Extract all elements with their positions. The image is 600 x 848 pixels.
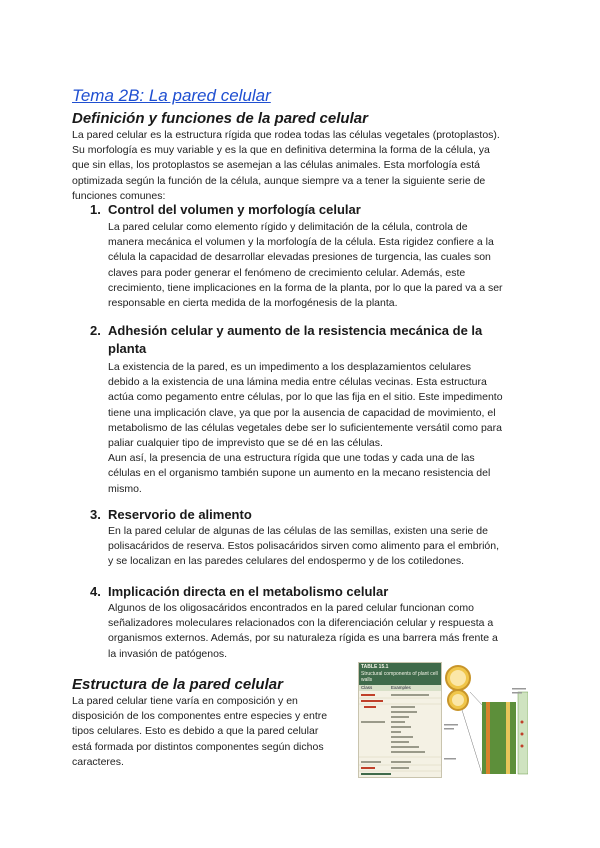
- text-line: La pared celular es la estructura rígida que rodea todas las células vegetales (protoplastos).: [72, 129, 500, 141]
- table-title: TABLE 15.1: [361, 664, 389, 670]
- wall-layers-illustration: [498, 662, 528, 776]
- cell-wall-layers-diagram: [498, 662, 528, 776]
- list-paragraph-4: [108, 601, 548, 662]
- text-line: Aun así, la presencia de una estructura rígida que une todas y cada una de las: [108, 452, 475, 465]
- text-line: polisacáridos de reserva. Estos polisacáridos sirven como alimento para el embrión,: [108, 540, 500, 553]
- text-line: organismos externos. Además, por su naturaleza rígida es una barrera más frente a: [108, 632, 498, 645]
- text-line: células en el organismo también supone un aumento en la mecano resistencia del: [108, 467, 491, 480]
- text-line: manera mecánica el volumen y la morfología de la célula. Esta rigidez confiere a la: [108, 236, 494, 249]
- text-line: tipos celulares. Esto es debido a que la pared celular: [72, 725, 319, 738]
- text-line: En la pared celular de algunas de las células de las semillas, existen una serie de: [108, 525, 488, 537]
- list-paragraph-1: [108, 220, 548, 311]
- text-line: y se localizan en las paredes celulares del endospermo y de los cotiledones.: [108, 555, 465, 568]
- text-line: claves para poder generar el fenómeno de crecimiento celular. Además, este: [108, 266, 466, 279]
- section-title-definicion: Definición y funciones de la pared celular: [72, 110, 368, 127]
- text-line: mismo.: [108, 482, 142, 495]
- list-heading-text: Control del volumen y morfología celular: [108, 202, 361, 217]
- table-body-illegible: [359, 691, 441, 779]
- text-line: metabolismo de las células vegetales debe ser lo suficientemente versátil como para: [108, 421, 502, 434]
- list-number: 2.: [90, 323, 101, 338]
- list-heading-1: [90, 201, 530, 219]
- text-line: funciones comunes:: [72, 189, 166, 202]
- text-line: que sin ellas, los protoplastos se asemejan a las células animales. Esta morfología está: [72, 159, 480, 172]
- section-title-estructura: Estructura de la pared celular: [72, 676, 283, 693]
- text-line: debido a la existencia de una lámina media entre células vecinas. Esta estructura: [108, 376, 487, 389]
- text-line: La pared celular como elemento rígido y delimitación de la célula, controla de: [108, 221, 468, 233]
- text-line: célula la capacidad de desarrollar elevadas presiones de turgencia, las cuales son: [108, 251, 491, 264]
- cell-wall-components-table-image: [358, 662, 442, 778]
- text-line: actúa como pegamento entre células, por lo que las fija en el sitio. Este impedimento: [108, 391, 503, 404]
- text-line: está formada por distintos componentes según dichos: [72, 740, 324, 753]
- list-number: 3.: [90, 507, 101, 522]
- column-header-class: Class: [361, 684, 373, 690]
- list-paragraph-2: [108, 360, 548, 497]
- list-heading-4: [90, 583, 530, 601]
- text-line: caracteres.: [72, 755, 124, 768]
- list-heading-3: [90, 506, 530, 524]
- text-line: Algunos de los oligosacáridos encontrados en la pared celular funcionan como: [108, 602, 474, 614]
- list-heading-text: Implicación directa en el metabolismo celular: [108, 584, 389, 599]
- list-heading-2: [90, 322, 530, 358]
- list-heading-text: Reservorio de alimento: [108, 507, 252, 522]
- list-heading-continuation: planta: [108, 341, 147, 356]
- page-title[interactable]: Tema 2B: La pared celular: [72, 86, 271, 105]
- list-paragraph-3: [108, 524, 548, 570]
- intro-paragraph: [72, 128, 542, 204]
- column-header-examples: Examples: [391, 684, 411, 690]
- list-number: 1.: [90, 202, 101, 217]
- text-line: la invasión de patógenos.: [108, 647, 228, 660]
- text-line: señalizadores moleculares relacionados con la diferenciación celular y respuesta a: [108, 617, 494, 630]
- list-heading-text: Adhesión celular y aumento de la resistencia mecánica de la: [108, 323, 483, 338]
- text-line: crecimiento, tiene implicaciones en la forma de la planta, por lo que la pared va a ser: [108, 281, 503, 294]
- text-line: Su morfología es muy variable y es la que en definitiva determina la forma de la célula, ya: [72, 144, 490, 157]
- text-line: optimizada según la función de la célula, aunque siempre va a tener la siguiente serie de: [72, 174, 486, 187]
- table-caption: [359, 663, 441, 685]
- text-line: tiene una implicación clave, ya que por la ausencia de capacidad de movimiento, el: [108, 406, 496, 419]
- cell-wall-illustration: [442, 662, 498, 776]
- estructura-paragraph: [72, 694, 352, 770]
- text-line: paliar cualquier tipo de imprevisto que se dé en las células.: [108, 437, 383, 450]
- text-line: responsable en cierta medida de la morfogénesis de la planta.: [108, 297, 398, 310]
- table-subtitle: Structural components of plant cell walls: [361, 670, 438, 683]
- text-line: disposición de los componentes entre especies y entre: [72, 710, 328, 723]
- text-line: La existencia de la pared, es un impedimento a los desplazamientos celulares: [108, 361, 472, 373]
- text-line: La pared celular tiene varía en composición y en: [72, 695, 298, 707]
- cell-wall-diagram: [442, 662, 498, 776]
- list-number: 4.: [90, 584, 101, 599]
